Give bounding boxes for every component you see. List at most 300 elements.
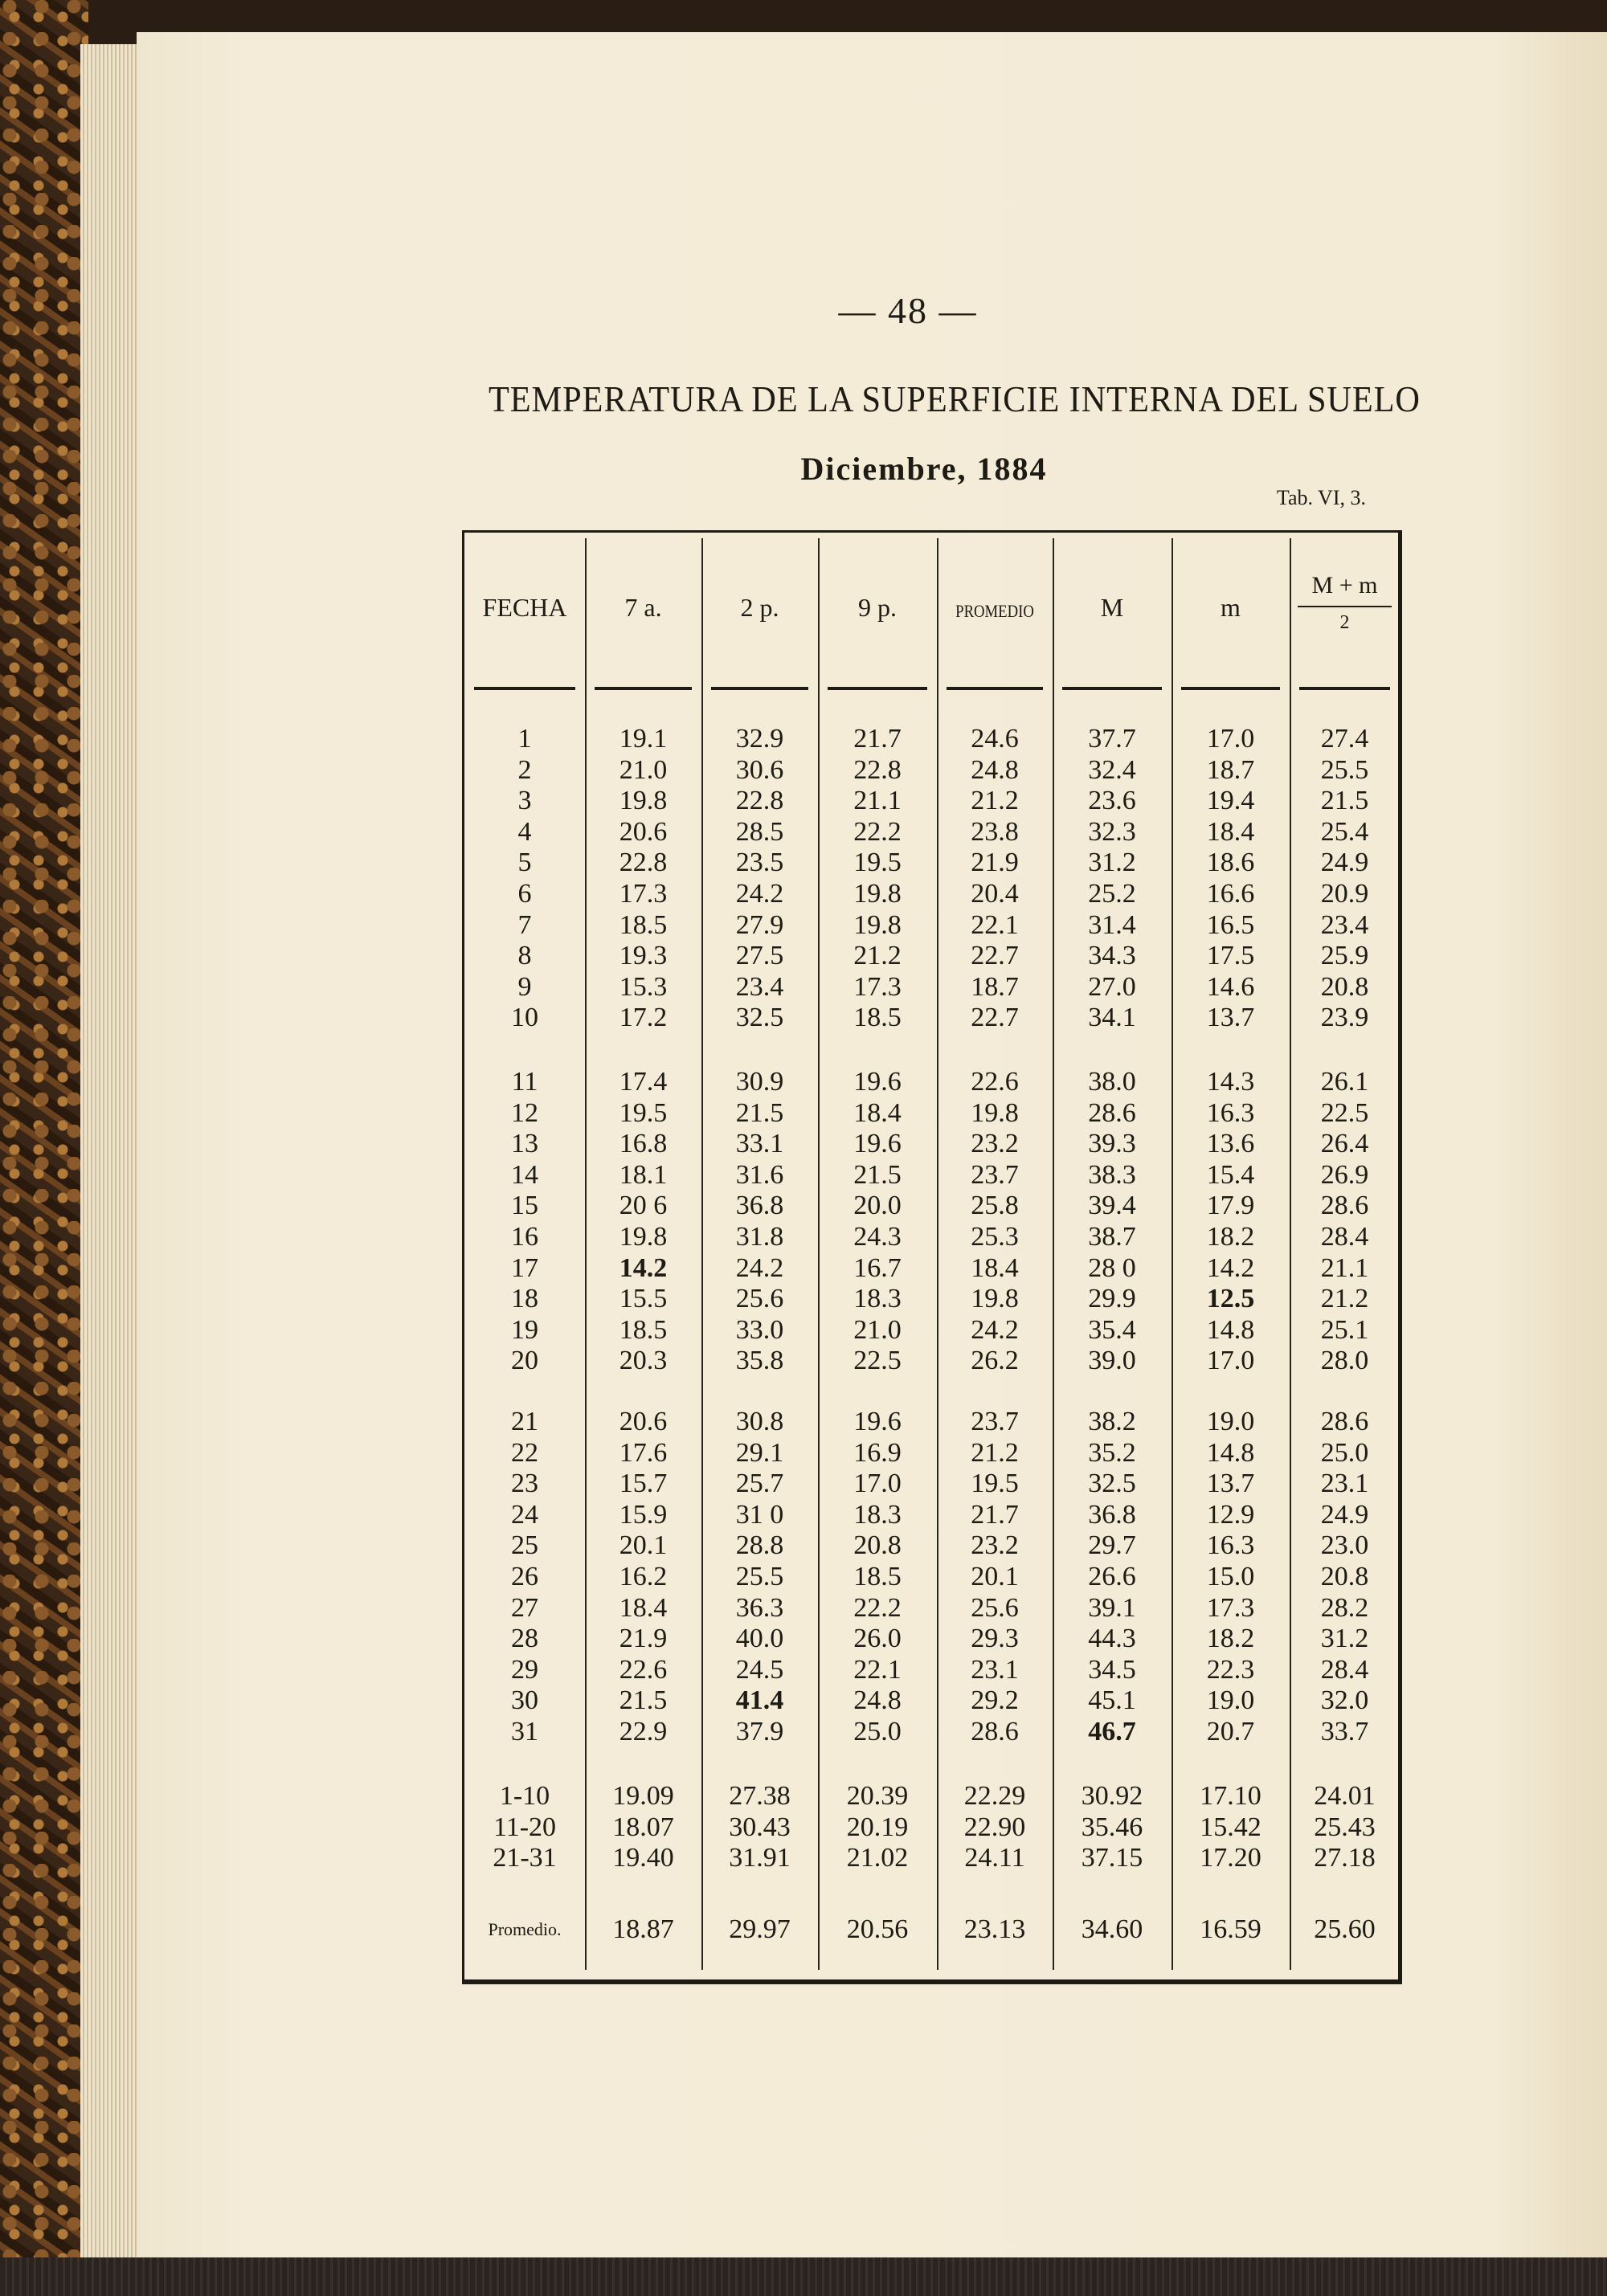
- cell-p2: 30.6: [735, 755, 784, 785]
- cell-m: 14.3: [1206, 1067, 1255, 1097]
- cell-prom: 22.90: [963, 1812, 1026, 1842]
- cell-p2: 27.38: [729, 1781, 791, 1811]
- table-row: [0, 1283, 1607, 1315]
- cell-p9: 22.2: [853, 817, 902, 847]
- cell-M: 35.4: [1088, 1315, 1136, 1345]
- cell-p2: 32.9: [735, 724, 784, 754]
- cell-p9: 20.8: [853, 1530, 902, 1560]
- cell-prom: 20.4: [971, 879, 1019, 909]
- cell-mm: 21.1: [1320, 1253, 1369, 1283]
- cell-p9: 17.0: [853, 1469, 902, 1498]
- cell-p9: 18.3: [853, 1500, 902, 1530]
- cell-mm: 27.18: [1314, 1843, 1376, 1873]
- cell-m: 14.8: [1206, 1438, 1255, 1468]
- header-a7: 7 a.: [624, 593, 662, 622]
- cell-fecha: 30: [511, 1685, 538, 1715]
- decade-row: [0, 1812, 1607, 1844]
- cell-M: 46.7: [1088, 1717, 1136, 1747]
- table-row: [0, 1159, 1607, 1191]
- cell-M: 38.3: [1088, 1160, 1136, 1190]
- cell-a7: 17.6: [619, 1438, 668, 1468]
- cell-p2: 35.8: [735, 1346, 784, 1375]
- cell-m: 17.5: [1206, 941, 1255, 970]
- cell-p9: 16.9: [853, 1438, 902, 1468]
- cell-p2: 37.9: [735, 1717, 784, 1747]
- cell-prom: 21.7: [971, 1500, 1019, 1530]
- cell-p2: 24.5: [735, 1655, 784, 1685]
- cell-mm: 25.5: [1320, 755, 1369, 785]
- header-rule: [1062, 687, 1162, 690]
- cell-mm: 28.4: [1320, 1655, 1369, 1685]
- cell-prom: 24.2: [971, 1315, 1019, 1345]
- cell-prom: 29.2: [971, 1685, 1019, 1715]
- table-row: [0, 1066, 1607, 1098]
- table-row: [0, 1190, 1607, 1222]
- table-row: [0, 878, 1607, 910]
- table-row: [0, 1623, 1607, 1655]
- cell-mm: 25.0: [1320, 1438, 1369, 1468]
- cell-m: 18.2: [1206, 1624, 1255, 1653]
- cell-M: 34.1: [1088, 1003, 1136, 1032]
- cell-prom: 25.8: [971, 1191, 1019, 1220]
- cell-fecha: 8: [517, 941, 532, 970]
- cell-fecha: 1-10: [499, 1781, 550, 1811]
- header-rule: [1181, 687, 1280, 690]
- cell-M: 32.3: [1088, 817, 1136, 847]
- table-row: [0, 1530, 1607, 1562]
- cell-m: 15.4: [1206, 1160, 1255, 1190]
- cell-fecha: 1: [517, 724, 532, 754]
- cell-prom: 22.7: [971, 1003, 1019, 1032]
- cell-mm: 32.0: [1320, 1685, 1369, 1715]
- cell-p2: 25.7: [735, 1469, 784, 1498]
- cell-a7: 17.4: [619, 1067, 668, 1097]
- cell-prom: 23.8: [971, 817, 1019, 847]
- cell-p2: 25.6: [735, 1284, 784, 1313]
- cell-fecha: 28: [511, 1624, 538, 1653]
- cell-a7: 19.09: [612, 1781, 674, 1811]
- cell-fecha: 12: [511, 1098, 538, 1128]
- cell-m: 18.6: [1206, 848, 1255, 877]
- header-rule: [1299, 687, 1390, 690]
- table-row: [0, 1406, 1607, 1438]
- cell-mm: 23.4: [1320, 910, 1369, 940]
- header-p9: 9 p.: [858, 593, 897, 622]
- cell-a7: 19.3: [619, 941, 668, 970]
- cell-a7: 19.1: [619, 724, 668, 754]
- cell-m: 13.7: [1206, 1003, 1255, 1032]
- cell-prom: 25.6: [971, 1593, 1019, 1623]
- cell-M: 26.6: [1088, 1562, 1136, 1591]
- cell-prom: 18.4: [971, 1253, 1019, 1283]
- cell-p9: 26.0: [853, 1624, 902, 1653]
- cell-M: 45.1: [1088, 1685, 1136, 1715]
- cell-fecha: 27: [511, 1593, 538, 1623]
- decade-row: [0, 1780, 1607, 1812]
- cell-p2: 31.6: [735, 1160, 784, 1190]
- fraction-bar: [1298, 606, 1392, 607]
- cell-mm: 28.6: [1320, 1407, 1369, 1436]
- header-fecha: FECHA: [482, 593, 567, 622]
- cell-prom: 26.2: [971, 1346, 1019, 1375]
- cell-p9: 21.1: [853, 786, 902, 815]
- cell-m: 12.5: [1206, 1284, 1255, 1313]
- cell-p2: 30.9: [735, 1067, 784, 1097]
- cell-p9: 21.0: [853, 1315, 902, 1345]
- cell-a7: 22.6: [619, 1655, 668, 1685]
- cell-mm: 25.1: [1320, 1315, 1369, 1345]
- cell-p9: 19.8: [853, 910, 902, 940]
- cell-prom: 25.3: [971, 1222, 1019, 1252]
- cell-M: 37.7: [1088, 724, 1136, 754]
- cell-mm: 31.2: [1320, 1624, 1369, 1653]
- cell-p9: 22.2: [853, 1593, 902, 1623]
- cell-prom: 22.1: [971, 910, 1019, 940]
- cell-p9: 20.0: [853, 1191, 902, 1220]
- cell-m: 16.6: [1206, 879, 1255, 909]
- cell-fecha: 9: [517, 972, 532, 1002]
- cell-fecha: 25: [511, 1530, 538, 1560]
- cell-a7: 17.3: [619, 879, 668, 909]
- cell-m: 18.7: [1206, 755, 1255, 785]
- cell-p9: 19.6: [853, 1067, 902, 1097]
- cell-a7: 15.3: [619, 972, 668, 1002]
- cell-a7: 15.7: [619, 1469, 668, 1498]
- table-row: [0, 1561, 1607, 1593]
- cell-p9: 24.3: [853, 1222, 902, 1252]
- cell-fecha: 18: [511, 1284, 538, 1313]
- cell-a7: 19.8: [619, 1222, 668, 1252]
- cell-p9: 21.2: [853, 941, 902, 970]
- cell-p9: 24.8: [853, 1685, 902, 1715]
- cell-m: 18.4: [1206, 817, 1255, 847]
- cell-m: 17.3: [1206, 1593, 1255, 1623]
- table-row: [0, 1314, 1607, 1346]
- cell-M: 35.46: [1081, 1812, 1143, 1842]
- cell-a7: 20 6: [619, 1191, 668, 1220]
- cell-p9: 19.6: [853, 1407, 902, 1436]
- cell-prom: 23.13: [963, 1914, 1026, 1944]
- table-row: [0, 754, 1607, 786]
- cell-mm: 20.8: [1320, 972, 1369, 1002]
- cell-M: 39.0: [1088, 1346, 1136, 1375]
- cell-p2: 29.97: [729, 1914, 791, 1944]
- cell-a7: 18.07: [612, 1812, 674, 1842]
- cell-prom: 18.7: [971, 972, 1019, 1002]
- cell-prom: 19.5: [971, 1469, 1019, 1498]
- cell-m: 17.10: [1200, 1781, 1261, 1811]
- table-reference: Tab. VI, 3.: [1276, 486, 1366, 509]
- subtitle: Diciembre, 1884: [800, 451, 1048, 487]
- cell-M: 34.60: [1081, 1914, 1143, 1944]
- cell-M: 39.3: [1088, 1129, 1136, 1158]
- header-M: M: [1100, 593, 1124, 622]
- cell-m: 19.4: [1206, 786, 1255, 815]
- cell-p9: 18.3: [853, 1284, 902, 1313]
- header-rule: [947, 687, 1043, 690]
- table-row: [0, 1716, 1607, 1748]
- cell-fecha: 13: [511, 1129, 538, 1158]
- cell-fecha: 17: [511, 1253, 538, 1283]
- cell-p9: 16.7: [853, 1253, 902, 1283]
- header-p2: 2 p.: [740, 593, 779, 622]
- cell-a7: 14.2: [619, 1253, 668, 1283]
- table-row: [0, 847, 1607, 879]
- cell-p2: 28.8: [735, 1530, 784, 1560]
- header-prom: PROMEDIO: [955, 601, 1034, 621]
- table-row: [0, 971, 1607, 1003]
- cell-m: 14.8: [1206, 1315, 1255, 1345]
- table-row: [0, 723, 1607, 755]
- cell-p9: 21.5: [853, 1160, 902, 1190]
- cell-M: 44.3: [1088, 1624, 1136, 1653]
- cell-fecha: 23: [511, 1469, 538, 1498]
- table-row: [0, 1468, 1607, 1500]
- cell-mm: 23.1: [1320, 1469, 1369, 1498]
- cell-M: 39.1: [1088, 1593, 1136, 1623]
- header-rule: [711, 687, 808, 690]
- cell-m: 16.59: [1200, 1914, 1261, 1944]
- cell-p2: 36.3: [735, 1593, 784, 1623]
- header-m: m: [1221, 593, 1241, 622]
- cell-mm: 24.01: [1314, 1781, 1376, 1811]
- cell-fecha: 19: [511, 1315, 538, 1345]
- cell-mm: 25.60: [1314, 1914, 1376, 1944]
- cell-p2: 31.8: [735, 1222, 784, 1252]
- cell-a7: 22.8: [619, 848, 668, 877]
- cell-M: 28 0: [1088, 1253, 1136, 1283]
- cell-prom: 23.2: [971, 1129, 1019, 1158]
- cell-mm: 26.4: [1320, 1129, 1369, 1158]
- cell-a7: 16.8: [619, 1129, 668, 1158]
- cell-m: 17.9: [1206, 1191, 1255, 1220]
- cell-p9: 21.7: [853, 724, 902, 754]
- cell-M: 38.2: [1088, 1407, 1136, 1436]
- promedio-row: [0, 1914, 1607, 1946]
- cell-mm: 25.9: [1320, 941, 1369, 970]
- cell-p2: 28.5: [735, 817, 784, 847]
- cell-mm: 21.5: [1320, 786, 1369, 815]
- cell-m: 19.0: [1206, 1407, 1255, 1436]
- cell-fecha: Promedio.: [488, 1919, 562, 1939]
- cell-a7: 15.5: [619, 1284, 668, 1313]
- cell-p9: 22.5: [853, 1346, 902, 1375]
- cell-fecha: 29: [511, 1655, 538, 1685]
- cell-mm: 24.9: [1320, 1500, 1369, 1530]
- cell-mm: 27.4: [1320, 724, 1369, 754]
- header-mean-denominator: 2: [1339, 612, 1350, 633]
- cell-a7: 21.9: [619, 1624, 668, 1653]
- cell-p2: 40.0: [735, 1624, 784, 1653]
- cell-mm: 26.9: [1320, 1160, 1369, 1190]
- cell-p2: 30.8: [735, 1407, 784, 1436]
- cell-m: 17.20: [1200, 1843, 1261, 1873]
- cell-mm: 24.9: [1320, 848, 1369, 877]
- cell-m: 20.7: [1206, 1717, 1255, 1747]
- cell-m: 17.0: [1206, 724, 1255, 754]
- cell-p9: 19.6: [853, 1129, 902, 1158]
- cell-m: 14.2: [1206, 1253, 1255, 1283]
- cell-p2: 33.1: [735, 1129, 784, 1158]
- cell-a7: 20.1: [619, 1530, 668, 1560]
- cell-mm: 28.6: [1320, 1191, 1369, 1220]
- cell-p9: 22.8: [853, 755, 902, 785]
- cell-p9: 19.5: [853, 848, 902, 877]
- cell-m: 16.3: [1206, 1098, 1255, 1128]
- cell-p9: 19.8: [853, 879, 902, 909]
- cell-prom: 28.6: [971, 1717, 1019, 1747]
- cell-M: 30.92: [1081, 1781, 1143, 1811]
- cell-mm: 28.2: [1320, 1593, 1369, 1623]
- cell-p9: 18.5: [853, 1003, 902, 1032]
- cell-prom: 22.7: [971, 941, 1019, 970]
- cell-m: 16.5: [1206, 910, 1255, 940]
- cell-fecha: 24: [511, 1500, 538, 1530]
- cell-p9: 20.19: [846, 1812, 909, 1842]
- cell-mm: 23.9: [1320, 1003, 1369, 1032]
- cell-M: 29.9: [1088, 1284, 1136, 1313]
- header-rule: [828, 687, 927, 690]
- table-row: [0, 1685, 1607, 1717]
- cell-a7: 19.5: [619, 1098, 668, 1128]
- cell-prom: 24.8: [971, 755, 1019, 785]
- cell-p2: 23.4: [735, 972, 784, 1002]
- page-number: — 48 —: [838, 290, 978, 331]
- cell-a7: 18.5: [619, 910, 668, 940]
- cell-p9: 22.1: [853, 1655, 902, 1685]
- cell-mm: 25.4: [1320, 817, 1369, 847]
- cell-a7: 20.6: [619, 1407, 668, 1436]
- cell-fecha: 6: [517, 879, 532, 909]
- cell-prom: 23.7: [971, 1160, 1019, 1190]
- cell-M: 37.15: [1081, 1843, 1143, 1873]
- cell-mm: 28.0: [1320, 1346, 1369, 1375]
- cell-m: 13.7: [1206, 1469, 1255, 1498]
- cell-prom: 21.2: [971, 1438, 1019, 1468]
- cell-a7: 18.4: [619, 1593, 668, 1623]
- header-mean-numerator: M + m: [1311, 572, 1378, 599]
- cell-prom: 24.11: [964, 1843, 1025, 1873]
- cell-fecha: 20: [511, 1346, 538, 1375]
- cell-p9: 21.02: [846, 1843, 909, 1873]
- cell-p9: 18.4: [853, 1098, 902, 1128]
- cell-p2: 27.5: [735, 941, 784, 970]
- cell-mm: 20.9: [1320, 879, 1369, 909]
- cell-a7: 15.9: [619, 1500, 668, 1530]
- cell-fecha: 11-20: [493, 1812, 557, 1842]
- cell-m: 15.42: [1200, 1812, 1261, 1842]
- table-row: [0, 1592, 1607, 1624]
- cell-p2: 33.0: [735, 1315, 784, 1345]
- cell-p2: 21.5: [735, 1098, 784, 1128]
- cell-M: 35.2: [1088, 1438, 1136, 1468]
- cell-fecha: 16: [511, 1222, 538, 1252]
- cell-mm: 23.0: [1320, 1530, 1369, 1560]
- cell-m: 14.6: [1206, 972, 1255, 1002]
- cell-fecha: 26: [511, 1562, 538, 1591]
- table-row: [0, 1128, 1607, 1160]
- cell-fecha: 14: [511, 1160, 538, 1190]
- cell-fecha: 3: [517, 786, 532, 815]
- table-row: [0, 1654, 1607, 1686]
- cell-fecha: 21-31: [493, 1843, 557, 1873]
- table-row: [0, 1437, 1607, 1469]
- cell-prom: 21.9: [971, 848, 1019, 877]
- table-row: [0, 1097, 1607, 1130]
- cell-a7: 18.1: [619, 1160, 668, 1190]
- cell-a7: 21.5: [619, 1685, 668, 1715]
- cell-prom: 23.7: [971, 1407, 1019, 1436]
- decade-row: [0, 1842, 1607, 1874]
- table-row: [0, 1499, 1607, 1531]
- cell-prom: 21.2: [971, 786, 1019, 815]
- cell-prom: 19.8: [971, 1284, 1019, 1313]
- cell-M: 32.5: [1088, 1469, 1136, 1498]
- cell-a7: 19.40: [612, 1843, 674, 1873]
- cell-p2: 29.1: [735, 1438, 784, 1468]
- cell-fecha: 22: [511, 1438, 538, 1468]
- cell-a7: 21.0: [619, 755, 668, 785]
- cell-M: 34.3: [1088, 941, 1136, 970]
- cell-fecha: 7: [517, 910, 532, 940]
- cell-a7: 18.5: [619, 1315, 668, 1345]
- cell-fecha: 5: [517, 848, 532, 877]
- cell-M: 36.8: [1088, 1500, 1136, 1530]
- cell-prom: 22.6: [971, 1067, 1019, 1097]
- cell-M: 25.2: [1088, 879, 1136, 909]
- table-row: [0, 1252, 1607, 1285]
- cell-a7: 19.8: [619, 786, 668, 815]
- table-row: [0, 1002, 1607, 1034]
- binding-edge: [0, 2257, 1607, 2296]
- header-rule: [595, 687, 692, 690]
- cell-prom: 24.6: [971, 724, 1019, 754]
- cell-p2: 30.43: [729, 1812, 791, 1842]
- cell-p2: 25.5: [735, 1562, 784, 1591]
- cell-m: 15.0: [1206, 1562, 1255, 1591]
- cell-mm: 26.1: [1320, 1067, 1369, 1097]
- cell-M: 32.4: [1088, 755, 1136, 785]
- cell-p2: 31 0: [735, 1500, 784, 1530]
- cell-prom: 23.1: [971, 1655, 1019, 1685]
- cell-fecha: 21: [511, 1407, 538, 1436]
- cell-prom: 19.8: [971, 1098, 1019, 1128]
- table-row: [0, 785, 1607, 817]
- cell-mm: 28.4: [1320, 1222, 1369, 1252]
- cell-M: 29.7: [1088, 1530, 1136, 1560]
- table-row: [0, 940, 1607, 972]
- cell-p9: 20.56: [846, 1914, 909, 1944]
- cell-prom: 29.3: [971, 1624, 1019, 1653]
- table-row: [0, 816, 1607, 848]
- cell-p2: 27.9: [735, 910, 784, 940]
- page-title: TEMPERATURA DE LA SUPERFICIE INTERNA DEL SUELO: [489, 378, 1421, 419]
- cell-m: 13.6: [1206, 1129, 1255, 1158]
- cell-prom: 20.1: [971, 1562, 1019, 1591]
- cell-m: 19.0: [1206, 1685, 1255, 1715]
- cell-p2: 36.8: [735, 1191, 784, 1220]
- cell-M: 34.5: [1088, 1655, 1136, 1685]
- cell-p9: 25.0: [853, 1717, 902, 1747]
- cell-p2: 24.2: [735, 1253, 784, 1283]
- cell-p2: 31.91: [729, 1843, 791, 1873]
- cell-m: 18.2: [1206, 1222, 1255, 1252]
- cell-a7: 20.3: [619, 1346, 668, 1375]
- cell-fecha: 2: [517, 755, 532, 785]
- cell-mm: 22.5: [1320, 1098, 1369, 1128]
- cell-M: 27.0: [1088, 972, 1136, 1002]
- cell-m: 22.3: [1206, 1655, 1255, 1685]
